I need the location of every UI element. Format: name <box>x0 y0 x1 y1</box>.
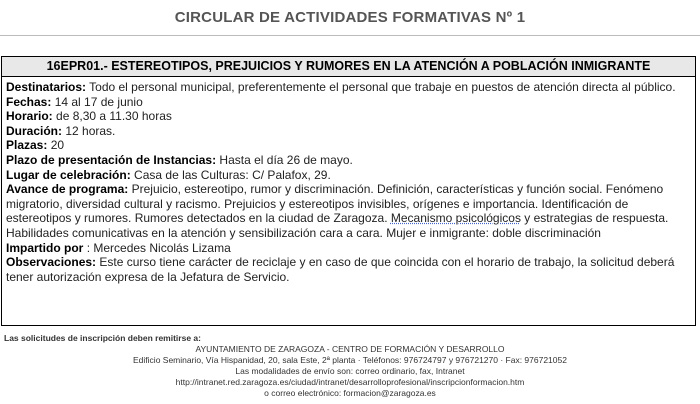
document-title: CIRCULAR DE ACTIVIDADES FORMATIVAS Nº 1 <box>174 9 526 26</box>
horario-field <box>6 109 691 124</box>
fechas-label: Fechas: <box>6 94 52 109</box>
footer-intro: Las solicitudes de inscripción deben remitirse a: <box>4 333 201 343</box>
duracion-value: 12 horas. <box>65 123 116 138</box>
avance-field <box>6 182 691 240</box>
plazo-field <box>6 153 691 168</box>
duracion-field <box>6 124 691 139</box>
fechas-value: 14 al 17 de junio <box>54 94 143 109</box>
impartido-value: : Mercedes Nicolás Lizama <box>86 240 231 255</box>
lugar-field <box>6 168 691 183</box>
footer-intranet-link[interactable]: http://intranet.red.zaragoza.es/ciudad/intranet/desarrolloprofesional/inscripcionformacion.htm <box>175 377 525 387</box>
duracion-label: Duración: <box>6 123 63 138</box>
lugar-label: Lugar de celebración: <box>6 167 131 182</box>
destinatarios-field <box>6 80 691 95</box>
horario-value: de 8,30 a 11.30 horas <box>56 109 172 124</box>
horario-label: Horario: <box>6 109 53 124</box>
avance-value-part1: Prejuicio, estereotipo, rumor y discriminación. Definición, características y función social. Fenómeno migratorio, diversidad cultural y racismo. Prejuicios y estereotipos invisibles, orígenes e importancia. Identificación de estereotipos y rumores. Rumores detectados en la ciudad de Zaragoza. <box>6 182 664 226</box>
destinatarios-value: Todo el personal municipal, preferentemente el personal que trabaje en puestos de atención directa al público. <box>89 80 676 94</box>
plazas-label: Plazas: <box>6 138 48 153</box>
destinatarios-label: Destinatarios: <box>6 80 87 94</box>
plazas-value: 20 <box>50 138 65 153</box>
impartido-field <box>6 241 691 256</box>
avance-value-part2: y estrategias de respuesta. Habilidades comunicativas en la atención y sensibilización cara a cara. Mujer e inmigrante: doble discriminación <box>6 211 669 240</box>
course-body <box>2 77 695 284</box>
avance-value-underlined: Mecanismo psicológicos <box>390 211 521 226</box>
fechas-field <box>6 95 691 110</box>
plazo-value: Hasta el día 26 de mayo. <box>219 152 353 167</box>
footer-email[interactable]: o correo electrónico: formacion@zaragoza.es <box>264 388 436 398</box>
observaciones-label: Observaciones: <box>6 255 97 270</box>
observaciones-field <box>6 255 691 284</box>
plazas-field <box>6 138 691 153</box>
footer-address: Edificio Seminario, Vía Hispanidad, 20, sala Este, 2ª planta · Teléfonos: 976724797 y 976721270 · Fax: 976721052 <box>133 355 567 365</box>
observaciones-value: Este curso tiene carácter de reciclaje y en caso de que coincida con el horario de trabajo, la solicitud deberá tener autorización expresa de la Jefatura de Servicio. <box>6 255 675 284</box>
avance-label: Avance de programa: <box>6 182 129 197</box>
course-header: 16EPR01.- ESTEREOTIPOS, PREJUICIOS Y RUMORES EN LA ATENCIÓN A POBLACIÓN INMIGRANTE <box>2 57 695 77</box>
lugar-value: Casa de las Culturas: C/ Palafox, 29. <box>134 167 331 182</box>
plazo-label: Plazo de presentación de Instancias: <box>6 152 217 167</box>
footer-organization: AYUNTAMIENTO DE ZARAGOZA - CENTRO DE FORMACIÓN Y DESARROLLO <box>195 344 505 354</box>
title-divider <box>0 35 700 36</box>
footer-modalities: Las modalidades de envío son: correo ordinario, fax, Intranet <box>235 366 465 376</box>
impartido-label: Impartido por <box>6 240 84 255</box>
course-box <box>1 56 696 326</box>
